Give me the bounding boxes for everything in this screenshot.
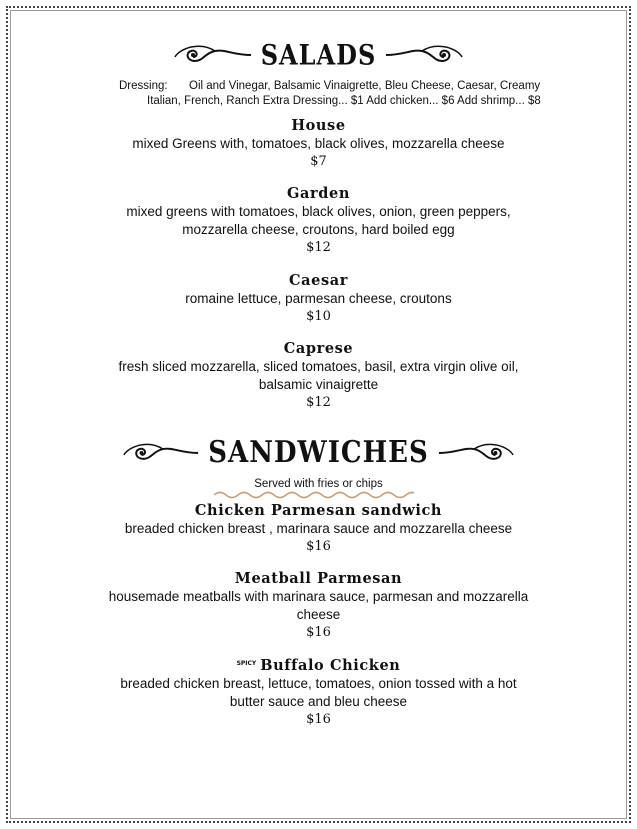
item-description: cheese (296, 607, 341, 622)
dressing-info (119, 79, 559, 109)
item-name: House (291, 117, 346, 134)
scroll-flourish-right-icon (437, 440, 515, 466)
item-description: butter sauce and bleu cheese (229, 694, 408, 709)
dressing-label: Dressing: (119, 80, 168, 92)
item-name: Meatball Parmesan (234, 570, 403, 587)
item-description: housemade meatballs with marinara sauce, parmesan and mozzarella (108, 589, 529, 604)
item-description: mozzarella cheese, croutons, hard boiled egg (182, 222, 455, 237)
menu-item-garden (0, 185, 637, 257)
menu-item-meatball-parmesan (0, 570, 637, 642)
dressing-options: Oil and Vinegar, Balsamic Vinaigrette, Bleu Cheese, Caesar, Creamy (189, 80, 541, 92)
salads-title: SALADS (260, 37, 377, 72)
item-description: breaded chicken breast , marinara sauce and mozzarella cheese (124, 521, 513, 536)
item-price: $16 (306, 539, 331, 554)
menu-item-caprese (0, 340, 637, 412)
item-name: Caprese (283, 340, 354, 357)
sandwiches-header (0, 435, 637, 471)
item-name: Garden (287, 185, 350, 202)
salads-header (0, 37, 637, 72)
item-description: balsamic vinaigrette (258, 377, 379, 392)
menu-item-chicken-parmesan (0, 502, 637, 556)
item-price: $16 (306, 625, 331, 640)
menu-item-caesar (0, 272, 637, 326)
scroll-flourish-right-icon (384, 43, 464, 67)
menu-item-buffalo-chicken (0, 655, 637, 729)
wavy-divider-icon (214, 490, 414, 500)
spicy-badge: SPICY (236, 660, 257, 667)
sandwiches-title: SANDWICHES (208, 435, 429, 471)
item-price: $10 (306, 309, 331, 324)
item-price: $12 (306, 240, 331, 255)
item-name: Caesar (289, 272, 348, 289)
item-name: Chicken Parmesan sandwich (194, 502, 443, 519)
item-price: $16 (306, 712, 331, 727)
scroll-flourish-left-icon (122, 440, 200, 466)
item-description: fresh sliced mozzarella, sliced tomatoes, basil, extra virgin olive oil, (118, 359, 519, 374)
item-description: mixed Greens with, tomatoes, black olives, mozzarella cheese (132, 136, 505, 151)
item-name-row (0, 655, 637, 675)
item-description: mixed greens with tomatoes, black olives, onion, green peppers, (126, 204, 511, 219)
item-name: Buffalo Chicken (260, 657, 401, 674)
menu-item-house (0, 117, 637, 171)
item-price: $7 (310, 154, 327, 169)
scroll-flourish-left-icon (173, 43, 253, 67)
dressing-extras: Italian, French, Ranch Extra Dressing... $1 Add chicken... $6 Add shrimp... $8 (147, 95, 541, 107)
sandwiches-subtitle: Served with fries or chips (254, 478, 383, 490)
item-description: romaine lettuce, parmesan cheese, croutons (185, 291, 452, 306)
item-price: $12 (306, 395, 331, 410)
item-description: breaded chicken breast, lettuce, tomatoes, onion tossed with a hot (120, 676, 517, 691)
